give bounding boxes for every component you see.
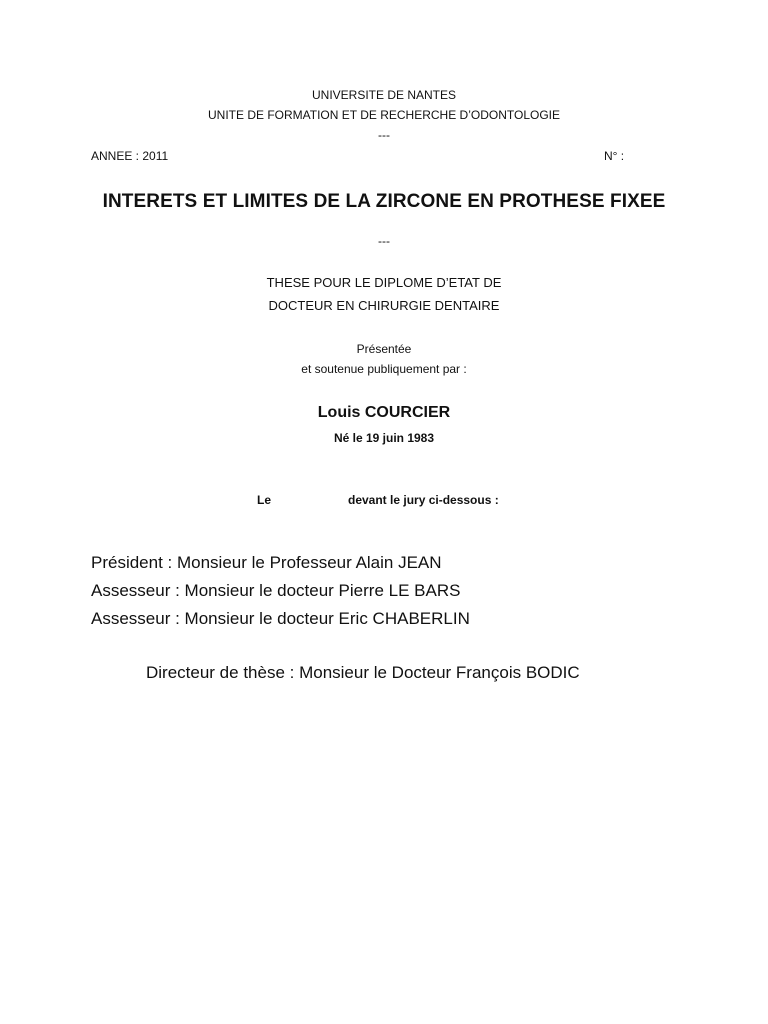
thesis-type-line2: DOCTEUR EN CHIRURGIE DENTAIRE [268,298,500,313]
separator-top: --- [378,128,390,142]
thesis-type-line1: THESE POUR LE DIPLOME D’ETAT DE [266,275,502,290]
presented-line2: et soutenue publiquement par : [301,362,467,376]
author-name: Louis COURCIER [317,404,451,421]
unit-name: UNITE DE FORMATION ET DE RECHERCHE D’ODONTOLOGIE [207,108,561,122]
author-birth: Né le 19 juin 1983 [333,431,435,445]
jury-intro: devant le jury ci-dessous : [348,493,499,507]
jury-president: Président : Monsieur le Professeur Alain JEAN [91,553,442,572]
separator-title: --- [378,234,390,248]
jury-assessor-1: Assesseur : Monsieur le docteur Pierre LE BARS [91,581,461,600]
number-label: N° : [604,149,625,163]
thesis-director: Directeur de thèse : Monsieur le Docteur François BODIC [146,663,580,682]
year-label: ANNEE : 2011 [91,149,169,163]
thesis-title: INTERETS ET LIMITES DE LA ZIRCONE EN PROTHESE FIXEE [102,191,666,212]
defense-date-label: Le [257,493,272,507]
jury-assessor-2: Assesseur : Monsieur le docteur Eric CHABERLIN [91,609,470,628]
presented-line1: Présentée [356,342,412,356]
university-name: UNIVERSITE DE NANTES [311,88,457,102]
